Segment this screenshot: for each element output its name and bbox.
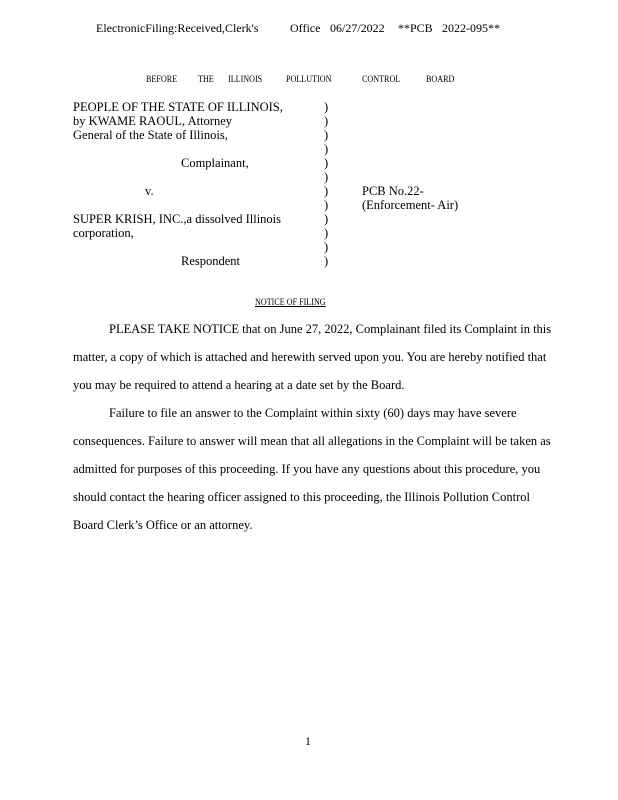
paragraph-1-line-1: PLEASE TAKE NOTICE that on June 27, 2022, Complainant filed its Complaint in this bbox=[109, 322, 552, 336]
page-number: 1 bbox=[305, 734, 311, 748]
court-word-control: CONTROL bbox=[362, 74, 401, 84]
filing-date: 06/27/2022 bbox=[330, 21, 385, 35]
caption-paren: ) bbox=[324, 184, 329, 198]
court-word-pollution: POLLUTION bbox=[286, 74, 332, 84]
court-word-the: THE bbox=[198, 74, 214, 84]
filing-office: Office bbox=[290, 21, 321, 35]
respondent-line-1: SUPER KRISH, INC.,a dissolved Illinois bbox=[73, 212, 282, 226]
plaintiff-line-1: PEOPLE OF THE STATE OF ILLINOIS, bbox=[73, 100, 283, 114]
paragraph-1-line-2: matter, a copy of which is attached and herewith served upon you. You are hereby notified that bbox=[73, 350, 547, 364]
filing-stamp: ElectronicFiling:Received,Clerk's bbox=[96, 21, 259, 35]
court-word-board: BOARD bbox=[426, 74, 455, 84]
versus-label: v. bbox=[145, 184, 154, 198]
caption-paren: ) bbox=[324, 226, 329, 240]
caption-paren: ) bbox=[324, 100, 329, 114]
respondent-line-2: corporation, bbox=[73, 226, 134, 240]
notice-title: NOTICE OF FILING bbox=[255, 297, 326, 307]
caption-paren: ) bbox=[324, 254, 329, 268]
paragraph-2-line-4: should contact the hearing officer assigned to this proceeding, the Illinois Pollution Control bbox=[73, 490, 530, 504]
caption-paren: ) bbox=[324, 170, 329, 184]
filing-pcb: **PCB bbox=[398, 21, 433, 35]
caption-paren: ) bbox=[324, 198, 329, 212]
caption-paren: ) bbox=[324, 114, 329, 128]
plaintiff-line-3: General of the State of Illinois, bbox=[73, 128, 228, 142]
plaintiff-line-2: by KWAME RAOUL, Attorney bbox=[73, 114, 233, 128]
caption-paren: ) bbox=[324, 212, 329, 226]
filing-number: 2022-095** bbox=[442, 21, 500, 35]
paragraph-2-line-5: Board Clerk’s Office or an attorney. bbox=[73, 518, 253, 532]
complainant-label: Complainant, bbox=[181, 156, 249, 170]
paragraph-1-line-3: you may be required to attend a hearing at a date set by the Board. bbox=[73, 378, 405, 392]
court-word-before: BEFORE bbox=[146, 74, 178, 84]
respondent-label: Respondent bbox=[181, 254, 241, 268]
caption-paren: ) bbox=[324, 128, 329, 142]
caption-paren: ) bbox=[324, 142, 329, 156]
paragraph-2-line-1: Failure to file an answer to the Complaint within sixty (60) days may have severe bbox=[109, 406, 517, 420]
caption-paren: ) bbox=[324, 156, 329, 170]
case-type: (Enforcement- Air) bbox=[362, 198, 459, 212]
caption-paren: ) bbox=[324, 240, 329, 254]
paragraph-2-line-2: consequences. Failure to answer will mean that all allegations in the Complaint will be taken as bbox=[73, 434, 551, 448]
paragraph-2-line-3: admitted for purposes of this proceeding. If you have any questions about this procedure, you bbox=[73, 462, 541, 476]
pcb-case-number: PCB No.22- bbox=[362, 184, 424, 198]
court-word-illinois: ILLINOIS bbox=[228, 74, 263, 84]
